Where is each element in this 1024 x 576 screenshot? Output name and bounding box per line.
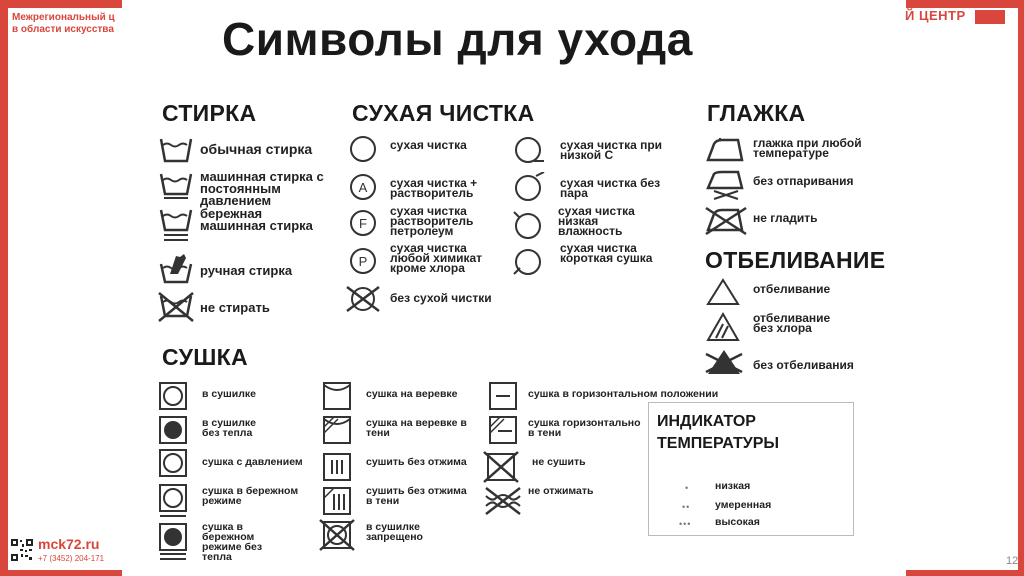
frame-top-right xyxy=(906,0,1024,8)
temp-low-label: низкая xyxy=(715,480,751,492)
dry-clean-short-cycle-label: сухая чистка короткая сушка xyxy=(560,241,653,265)
dry-clean-low-temp-icon xyxy=(512,134,546,166)
do-not-dry-label: не сушить xyxy=(532,456,586,468)
page-number: 12 xyxy=(1006,555,1019,567)
drip-dry-shade-label: сушить без отжима в тени xyxy=(366,485,467,507)
non-chlorine-bleach-label: отбеливание без хлора xyxy=(753,311,831,335)
dry-flat-shade-label: сушка горизонтально в тени xyxy=(528,417,641,439)
dry-clean-low-humidity-label: сухая чистка низкая влажность xyxy=(558,204,635,238)
do-not-wash-icon xyxy=(156,290,196,324)
do-not-tumble-dry-icon xyxy=(318,518,356,552)
dry-clean-a-icon xyxy=(348,172,378,202)
drip-dry-label: сушить без отжима xyxy=(366,456,467,468)
temp-medium-dots: •• xyxy=(682,502,691,512)
machine-wash-permanent-label: машинная стирка с постоянным давлением xyxy=(200,169,324,208)
wash-normal-label: обычная стирка xyxy=(200,141,313,157)
iron-no-steam-icon xyxy=(704,170,748,200)
dry-clean-circle-icon xyxy=(348,134,378,164)
dry-clean-p-icon xyxy=(348,246,378,276)
svg-text:A: A xyxy=(358,180,368,195)
dry-flat-label: сушка в горизонтальном положении xyxy=(528,388,719,400)
do-not-wring-label: не отжимать xyxy=(528,485,594,497)
dry-clean-no-steam-label: сухая чистка без пара xyxy=(560,176,661,200)
dry-clean-low-temp-label: сухая чистка при низкой С xyxy=(560,138,663,162)
drip-dry-shade-icon xyxy=(322,486,352,516)
gentle-machine-wash-icon xyxy=(158,206,194,246)
non-chlorine-bleach-icon xyxy=(706,312,740,342)
line-dry-shade-label: сушка на веревке в тени xyxy=(366,417,467,439)
dry-flat-icon xyxy=(488,381,518,411)
dry-cleaning-heading: СУХАЯ ЧИСТКА xyxy=(352,100,535,126)
iron-any-temp-label: глажка при любой температуре xyxy=(753,136,862,160)
bleach-label: отбеливание xyxy=(753,282,831,296)
dry-flat-shade-icon xyxy=(488,415,518,445)
temp-high-label: высокая xyxy=(715,516,760,528)
do-not-wring-icon xyxy=(482,486,524,516)
frame-bottom-left xyxy=(0,570,122,576)
org-line-1: Межрегиональный ц xyxy=(12,12,115,23)
tumble-dry-gentle-label: сушка в бережном режиме xyxy=(202,485,299,507)
iron-any-temp-icon xyxy=(704,136,748,164)
tumble-dry-permanent-label: сушка с давлением xyxy=(202,456,303,468)
bleaching-heading: ОТБЕЛИВАНИЕ xyxy=(705,247,886,273)
gentle-machine-wash-label: бережная машинная стирка xyxy=(200,206,313,233)
tumble-dry-icon xyxy=(158,381,188,411)
iron-no-steam-label: без отпаривания xyxy=(753,174,854,188)
frame-bottom-right xyxy=(906,570,1024,576)
do-not-iron-icon xyxy=(702,204,750,236)
tumble-dry-label: в сушилке xyxy=(202,388,257,400)
line-dry-shade-icon xyxy=(322,415,352,445)
phone-number: +7 (3452) 204-171 xyxy=(38,554,105,563)
tumble-dry-no-heat-label: в сушилке без тепла xyxy=(202,417,257,439)
qr-code-icon xyxy=(10,538,34,562)
tumble-dry-gentle-icon xyxy=(158,483,188,519)
bleach-triangle-icon xyxy=(706,278,740,306)
dry-clean-a-label: сухая чистка + растворитель xyxy=(390,176,478,200)
do-not-bleach-label: без отбеливания xyxy=(753,358,854,372)
wash-tub-icon xyxy=(158,135,194,165)
do-not-wash-label: не стирать xyxy=(200,300,270,315)
frame-top-left xyxy=(0,0,122,8)
do-not-dry-icon xyxy=(482,450,520,484)
svg-text:P: P xyxy=(358,254,368,269)
org-name-left xyxy=(12,12,122,36)
temp-high-dots: ••• xyxy=(679,519,692,529)
do-not-dry-clean-icon xyxy=(344,284,382,314)
temperature-heading: ИНДИКАТОР ТЕМПЕРАТУРЫ xyxy=(657,413,780,452)
dry-clean-no-steam-icon xyxy=(512,172,546,204)
page-title: Символы для ухода xyxy=(222,13,693,65)
do-not-tumble-dry-label: в сушилке запрещено xyxy=(366,521,423,543)
org-line-2: в области искусства xyxy=(12,24,114,35)
dry-clean-short-cycle-icon xyxy=(512,246,546,278)
temperature-indicator-box xyxy=(648,402,854,536)
ironing-heading: ГЛАЖКА xyxy=(707,100,806,126)
dry-clean-label: сухая чистка xyxy=(390,138,467,152)
hand-wash-label: ручная стирка xyxy=(200,263,293,278)
line-dry-label: сушка на веревке xyxy=(366,388,458,400)
dry-clean-f-label: сухая чистка растворитель петролеум xyxy=(390,204,474,238)
machine-wash-permanent-icon xyxy=(158,170,194,200)
dry-clean-p-label: сухая чистка любой химикат кроме хлора xyxy=(390,241,483,275)
drip-dry-icon xyxy=(322,452,352,482)
tumble-dry-no-heat-icon xyxy=(158,415,188,445)
dry-clean-f-icon xyxy=(348,208,378,238)
frame-right xyxy=(1018,0,1024,576)
frame-left xyxy=(0,0,8,576)
svg-text:F: F xyxy=(359,216,367,231)
dry-clean-low-humidity-icon xyxy=(512,210,546,242)
do-not-dry-clean-label: без сухой чистки xyxy=(390,291,492,305)
washing-heading: СТИРКА xyxy=(162,100,257,126)
do-not-iron-label: не гладить xyxy=(753,211,818,225)
tumble-dry-gentle-no-heat-label: сушка в бережном режиме без тепла xyxy=(202,521,263,563)
drying-heading: СУШКА xyxy=(162,344,248,370)
site-url[interactable]: mck72.ru xyxy=(38,536,100,552)
tumble-dry-gentle-no-heat-icon xyxy=(158,522,188,562)
temp-low-dots: • xyxy=(685,483,690,493)
line-dry-icon xyxy=(322,381,352,411)
org-name-right: Й ЦЕНТР xyxy=(905,8,966,23)
hand-wash-icon xyxy=(158,252,194,286)
tumble-dry-permanent-icon xyxy=(158,448,188,478)
temp-medium-label: умеренная xyxy=(715,499,772,511)
org-logo-tag xyxy=(975,10,1005,24)
do-not-bleach-icon xyxy=(704,348,744,378)
